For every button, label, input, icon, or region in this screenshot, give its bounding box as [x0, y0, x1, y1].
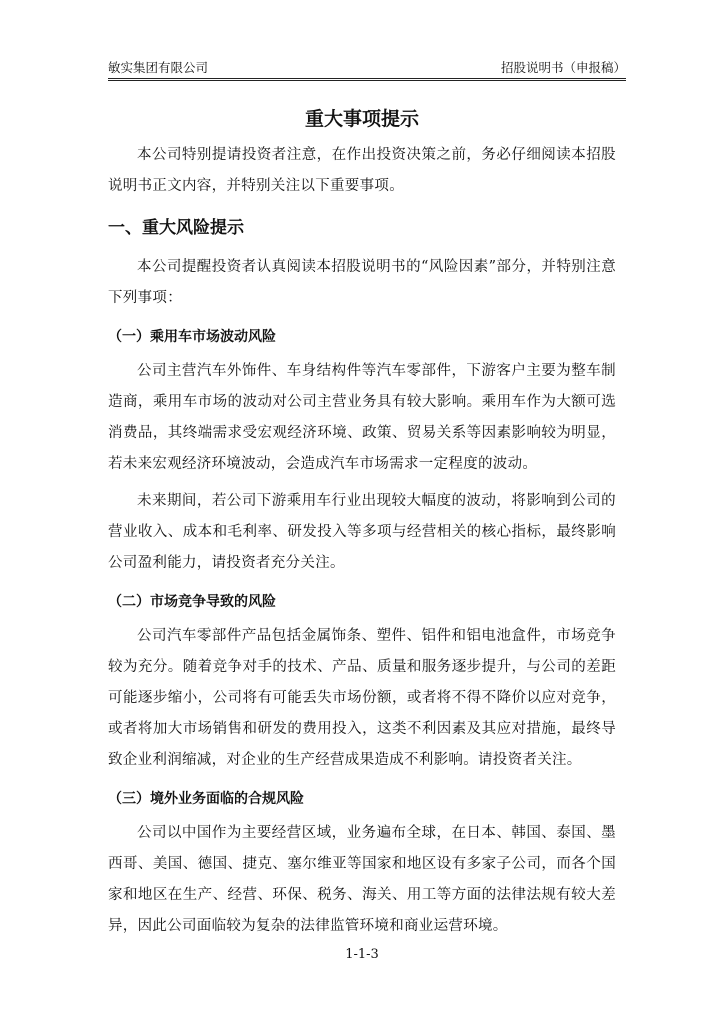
page-title: 重大事项提示 [304, 108, 419, 130]
body-paragraph: 公司以中国作为主要经营区域，业务遍布全球，在日本、韩国、泰国、墨西哥、美国、德国、捷克、塞尔维亚等国家和地区设有多家子公司，而各个国家和地区在生产、经营、环保、税务、海关、用工等方面的法律法规有较大差异，因此公司面临较为复杂的法律监管环境和商业运营环境。 [108, 825, 616, 934]
body-paragraph: 未来期间，若公司下游乘用车行业出现较大幅度的波动，将影响到公司的营业收入、成本和毛利率、研发投入等多项与经营相关的核心指标，最终影响公司盈利能力，请投资者充分关注。 [108, 493, 616, 571]
section-heading: 一、重大风险提示 [108, 218, 244, 238]
subsection-heading: （二）市场竞争导致的风险 [108, 594, 276, 610]
subsection-heading: （三）境外业务面临的合规风险 [108, 791, 304, 807]
header-divider [108, 78, 626, 79]
header-company: 敏实集团有限公司 [108, 60, 209, 75]
header-doc-type: 招股说明书（申报稿） [500, 60, 626, 75]
subsection-heading: （一）乘用车市场波动风险 [108, 329, 276, 345]
intro-paragraph: 本公司特别提请投资者注意，在作出投资决策之前，务必仔细阅读本招股说明书正文内容，并特别关注以下重要事项。 [108, 147, 616, 194]
document-body [108, 140, 616, 942]
body-paragraph: 公司主营汽车外饰件、车身结构件等汽车零部件，下游客户主要为整车制造商，乘用车市场的波动对公司主营业务具有较大影响。乘用车作为大额可选消费品，其终端需求受宏观经济环境、政策、贸易关系等因素影响较为明显，若未来宏观经济环境波动，会造成汽车市场需求一定程度的波动。 [108, 363, 616, 472]
section-intro-paragraph: 本公司提醒投资者认真阅读本招股说明书的“风险因素”部分，并特别注意下列事项： [108, 259, 616, 306]
page-header [108, 56, 626, 78]
header-divider-secondary [108, 80, 626, 81]
page-number: 1-1-3 [345, 947, 379, 962]
body-paragraph: 公司汽车零部件产品包括金属饰条、塑件、铝件和铝电池盒件，市场竞争较为充分。随着竞争对手的技术、产品、质量和服务逐步提升，与公司的差距可能逐步缩小，公司将有可能丢失市场份额，或者将不得不降价以应对竞争，或者将加大市场销售和研发的费用投入，这类不利因素及其应对措施，最终导致企业利润缩减，对企业的生产经营成果造成不利影响。请投资者关注。 [108, 628, 616, 768]
